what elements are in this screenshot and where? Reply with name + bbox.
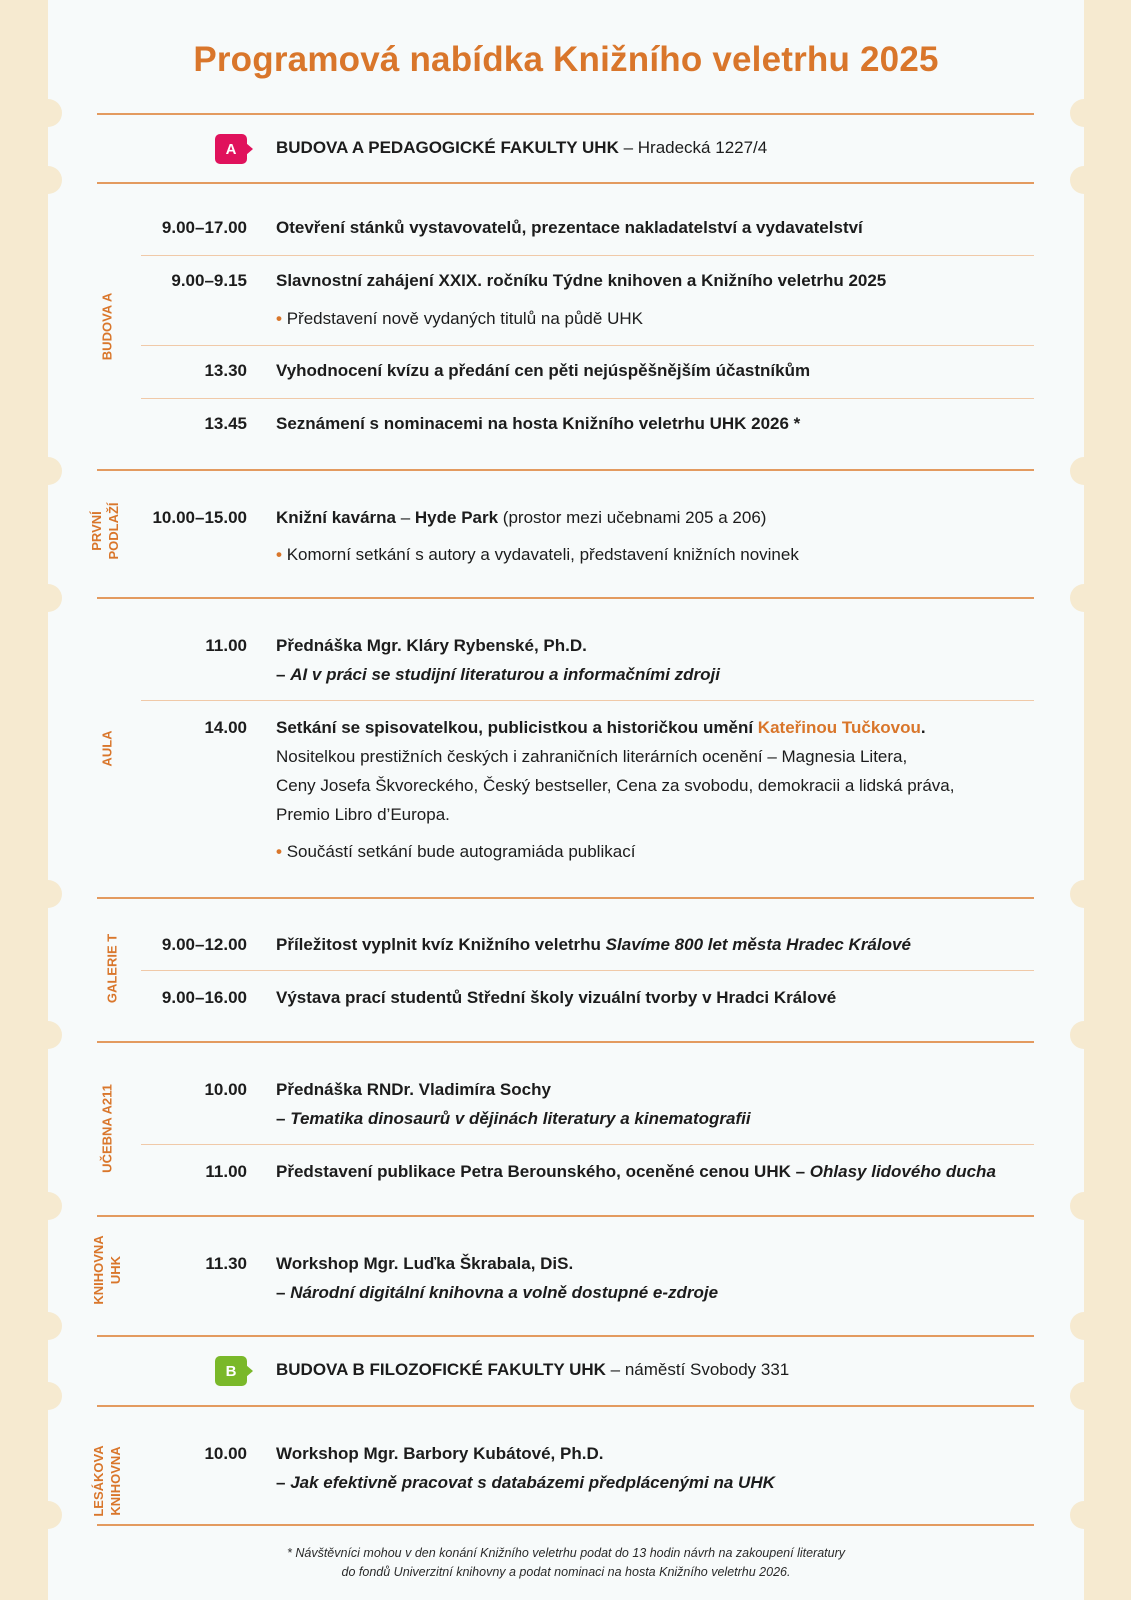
event-subtitle: – Národní digitální knihovna a volně dostupné e-zdroje	[276, 1283, 719, 1302]
divider	[97, 1215, 1034, 1217]
event-title: Příležitost vyplnit kvíz Knižního veletrhu Slavíme 800 let města Hradec Králové	[276, 935, 911, 954]
row-divider	[141, 970, 1034, 971]
row-divider	[141, 255, 1034, 256]
building-b-address: – náměstí Svobody 331	[605, 1360, 790, 1379]
event-title: Setkání se spisovatelkou, publicistkou a historičkou umění Kateřinou Tučkovou.	[276, 718, 926, 737]
event-title: Workshop Mgr. Barbory Kubátové, Ph.D.	[276, 1444, 604, 1463]
page-title: Programová nabídka Knižního veletrhu 2025	[193, 40, 939, 79]
event-time: 10.00	[204, 1444, 247, 1463]
event-time: 14.00	[204, 718, 247, 737]
event-title: Workshop Mgr. Luďka Škrabala, DiS.	[276, 1254, 574, 1273]
event-title: Představení publikace Petra Berounského, oceněné cenou UHK – Ohlasy lidového ducha	[276, 1162, 996, 1181]
row-divider	[141, 700, 1034, 701]
event-title: Výstava prací studentů Střední školy vizuální tvorby v Hradci Králové	[276, 988, 837, 1007]
row-divider	[141, 1144, 1034, 1145]
event-description: Ceny Josefa Škvoreckého, Český bestseller, Cena za svobodu, demokracii a lidská práva,	[276, 776, 955, 795]
event-time: 10.00–15.00	[152, 508, 247, 527]
divider	[97, 1041, 1034, 1043]
event-time: 10.00	[204, 1080, 247, 1099]
event-time: 9.00–9.15	[171, 271, 247, 290]
divider	[97, 597, 1034, 599]
section-label-lesakova: LESÁKOVA KNIHOVNA	[91, 1445, 123, 1517]
section-label-ucebna: UČEBNA A211	[99, 1084, 115, 1173]
event-title: Slavnostní zahájení XXIX. ročníku Týdne knihoven a Knižního veletrhu 2025	[276, 271, 887, 290]
event-time: 13.45	[204, 414, 247, 433]
building-a-address: – Hradecká 1227/4	[618, 138, 768, 157]
divider	[97, 113, 1034, 115]
footnote: * Návštěvníci mohou v den konání Knižního veletrhu podat do 13 hodin návrh na zakoupení literatury do fondů Univerzitní knihovny a podat nominaci na hosta Knižního veletrhu 2026.	[287, 1546, 845, 1579]
event-description: Nositelkou prestižních českých i zahraničních literárních ocenění – Magnesia Litera,	[276, 747, 908, 766]
building-a-heading	[276, 138, 767, 158]
divider	[97, 1405, 1034, 1407]
event-time: 9.00–17.00	[161, 218, 247, 237]
row-divider	[141, 345, 1034, 346]
divider	[97, 469, 1034, 471]
building-b-heading	[276, 1360, 789, 1380]
event-time: 9.00–16.00	[161, 988, 247, 1007]
event-time: 9.00–12.00	[161, 935, 247, 954]
event-subtitle: – Tematika dinosaurů v dějinách literatury a kinematografii	[276, 1109, 751, 1128]
event-title: Přednáška RNDr. Vladimíra Sochy	[276, 1080, 551, 1099]
event-description: Premio Libro d’Europa.	[276, 805, 450, 824]
event-bullet: • Součástí setkání bude autogramiáda publikací	[276, 842, 636, 861]
event-title: Otevření stánků vystavovatelů, prezentace nakladatelství a vydavatelství	[276, 218, 863, 237]
divider	[97, 182, 1034, 184]
building-b-name: BUDOVA B FILOZOFICKÉ FAKULTY UHK	[276, 1360, 606, 1379]
event-subtitle: – Jak efektivně pracovat s databázemi předplácenými na UHK	[276, 1473, 775, 1492]
section-label-knihovna-uhk: KNIHOVNA UHK	[91, 1235, 123, 1305]
divider	[97, 1335, 1034, 1337]
event-bullet: • Komorní setkání s autory a vydavateli, představení knižních novinek	[276, 545, 799, 564]
event-title: Knižní kavárna – Hyde Park (prostor mezi učebnami 205 a 206)	[276, 508, 767, 527]
section-label-galerie-t: GALERIE T	[104, 933, 120, 1004]
event-subtitle: – AI v práci se studijní literaturou a informačními zdroji	[276, 665, 720, 684]
section-label-prvni-podlazi: PRVNÍ PODLAŽÍ	[89, 502, 121, 560]
event-time: 11.00	[205, 1162, 247, 1181]
section-label-aula: AULA	[99, 730, 115, 767]
event-time: 11.30	[205, 1254, 247, 1273]
divider	[97, 1524, 1034, 1526]
event-title: Seznámení s nominacemi na hosta Knižního veletrhu UHK 2026 *	[276, 414, 801, 433]
building-a-name: BUDOVA A PEDAGOGICKÉ FAKULTY UHK	[276, 138, 619, 157]
row-divider	[141, 398, 1034, 399]
divider	[97, 897, 1034, 899]
building-a-badge: A	[215, 134, 247, 164]
event-title: Přednáška Mgr. Kláry Rybenské, Ph.D.	[276, 636, 587, 655]
building-b-badge: B	[215, 1356, 247, 1386]
section-label-budova-a: BUDOVA A	[99, 292, 115, 361]
event-title: Vyhodnocení kvízu a předání cen pěti nejúspěšnějším účastníkům	[276, 361, 811, 380]
event-bullet: • Představení nově vydaných titulů na půdě UHK	[276, 309, 643, 328]
author-highlight: Kateřinou Tučkovou	[757, 718, 921, 737]
event-time: 11.00	[205, 636, 247, 655]
event-time: 13.30	[204, 361, 247, 380]
